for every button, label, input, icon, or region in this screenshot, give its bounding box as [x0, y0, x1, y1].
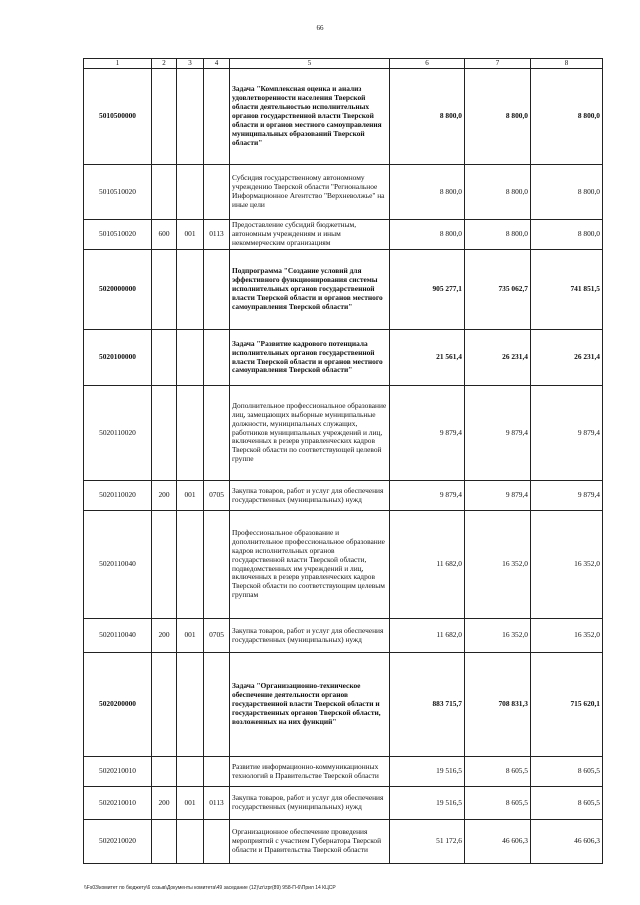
- row-value-col6: 19 516,5: [390, 787, 465, 820]
- row-value-col6: 8 800,0: [390, 165, 465, 220]
- row-expense-type: [152, 69, 177, 165]
- row-section-code: 0113: [204, 220, 230, 250]
- footer-file-path: \\Fs03\комитет по бюджету\6 созыв\Документы комитета\49 заседание (12)\zr\zpr(89) 958-П-6\Прил 14 КЦСР: [84, 885, 336, 891]
- row-section-code: [204, 165, 230, 220]
- table-row: [84, 69, 603, 165]
- row-description: Закупка товаров, работ и услуг для обеспечения государственных (муниципальных) нужд: [230, 481, 390, 511]
- row-ministry-code: [177, 330, 204, 386]
- row-code: 5020100000: [84, 330, 152, 386]
- header-row: [84, 59, 603, 69]
- row-value-col8: 8 800,0: [531, 165, 603, 220]
- row-description: Профессиональное образование и дополнительное профессиональное образование кадров исполнительных органов государственной власти Тверской области, подведомственных им учреждений и лиц, включенных в резерв управленческих кадров Тверской области по соответствующим целевым группам: [230, 511, 390, 619]
- row-value-col6: 11 682,0: [390, 619, 465, 653]
- row-expense-type: 200: [152, 481, 177, 511]
- row-ministry-code: [177, 757, 204, 787]
- table-row: [84, 511, 603, 619]
- table-row: [84, 820, 603, 864]
- row-value-col7: 8 605,5: [465, 787, 531, 820]
- row-section-code: [204, 820, 230, 864]
- row-value-col7: 9 879,4: [465, 481, 531, 511]
- row-description: Закупка товаров, работ и услуг для обеспечения государственных (муниципальных) нужд: [230, 787, 390, 820]
- row-expense-type: [152, 250, 177, 330]
- table-row: [84, 220, 603, 250]
- column-header-2: 2: [152, 59, 177, 69]
- row-description: Предоставление субсидий бюджетным, автономным учреждениям и иным некоммерческим организациям: [230, 220, 390, 250]
- table-row: [84, 250, 603, 330]
- row-code: 5020110020: [84, 386, 152, 481]
- row-description: Дополнительное профессиональное образование лиц, замещающих выборные муниципальные должности, муниципальных служащих, работников муниципальных учреждений и лиц, включенных в резерв управленческих кадров Тверской области по соответствующей целевой группе: [230, 386, 390, 481]
- row-expense-type: [152, 386, 177, 481]
- page-number: 66: [316, 24, 324, 32]
- row-value-col8: 8 605,5: [531, 787, 603, 820]
- row-ministry-code: [177, 69, 204, 165]
- row-value-col8: 16 352,0: [531, 619, 603, 653]
- table-row: [84, 481, 603, 511]
- row-value-col6: 19 516,5: [390, 757, 465, 787]
- row-section-code: [204, 330, 230, 386]
- row-value-col7: 708 831,3: [465, 653, 531, 757]
- row-code: 5020110020: [84, 481, 152, 511]
- row-expense-type: [152, 757, 177, 787]
- row-ministry-code: 001: [177, 787, 204, 820]
- column-header-4: 4: [204, 59, 230, 69]
- row-value-col7: 8 605,5: [465, 757, 531, 787]
- row-description: Закупка товаров, работ и услуг для обеспечения государственных (муниципальных) нужд: [230, 619, 390, 653]
- table-row: [84, 386, 603, 481]
- row-value-col6: 9 879,4: [390, 386, 465, 481]
- row-value-col7: 26 231,4: [465, 330, 531, 386]
- row-value-col7: 16 352,0: [465, 619, 531, 653]
- row-code: 5020000000: [84, 250, 152, 330]
- row-code: 5020210010: [84, 787, 152, 820]
- table-row: [84, 165, 603, 220]
- row-value-col7: 9 879,4: [465, 386, 531, 481]
- row-expense-type: [152, 820, 177, 864]
- row-expense-type: 200: [152, 787, 177, 820]
- row-section-code: [204, 757, 230, 787]
- row-section-code: [204, 69, 230, 165]
- row-value-col6: 51 172,6: [390, 820, 465, 864]
- row-ministry-code: [177, 250, 204, 330]
- row-value-col6: 9 879,4: [390, 481, 465, 511]
- row-section-code: 0113: [204, 787, 230, 820]
- row-value-col7: 46 606,3: [465, 820, 531, 864]
- row-code: 5020200000: [84, 653, 152, 757]
- row-value-col8: 16 352,0: [531, 511, 603, 619]
- row-description: Задача "Развитие кадрового потенциала исполнительных органов государственной власти Тверской области и органов местного самоуправления Тверской области": [230, 330, 390, 386]
- table-row: [84, 619, 603, 653]
- row-ministry-code: [177, 165, 204, 220]
- row-ministry-code: 001: [177, 220, 204, 250]
- row-value-col8: 715 620,1: [531, 653, 603, 757]
- row-code: 5020210020: [84, 820, 152, 864]
- column-header-8: 8: [531, 59, 603, 69]
- row-value-col6: 883 715,7: [390, 653, 465, 757]
- row-description: Организационное обеспечение проведения мероприятий с участием Губернатора Тверской области и Правительства Тверской области: [230, 820, 390, 864]
- row-value-col7: 8 800,0: [465, 220, 531, 250]
- column-header-5: 5: [230, 59, 390, 69]
- row-description: Субсидия государственному автономному учреждению Тверской области "Региональное Информационное Агентство "Верхневолжье" на иные цели: [230, 165, 390, 220]
- table-row: [84, 653, 603, 757]
- row-expense-type: [152, 330, 177, 386]
- row-value-col6: 11 682,0: [390, 511, 465, 619]
- column-header-3: 3: [177, 59, 204, 69]
- row-value-col8: 9 879,4: [531, 481, 603, 511]
- row-code: 5010510020: [84, 165, 152, 220]
- row-value-col8: 8 800,0: [531, 69, 603, 165]
- row-value-col8: 26 231,4: [531, 330, 603, 386]
- row-ministry-code: [177, 653, 204, 757]
- row-expense-type: [152, 165, 177, 220]
- row-section-code: 0705: [204, 619, 230, 653]
- row-code: 5020110040: [84, 511, 152, 619]
- row-description: Развитие информационно-коммуникационных технологий в Правительстве Тверской области: [230, 757, 390, 787]
- row-value-col7: 735 062,7: [465, 250, 531, 330]
- row-section-code: [204, 250, 230, 330]
- row-ministry-code: 001: [177, 619, 204, 653]
- column-header-7: 7: [465, 59, 531, 69]
- row-ministry-code: [177, 511, 204, 619]
- row-description: Задача "Организационно-техническое обеспечение деятельности органов государственной власти Тверской области и государственных органов Тверской области, возложенных на них функций": [230, 653, 390, 757]
- row-expense-type: [152, 653, 177, 757]
- row-value-col8: 8 605,5: [531, 757, 603, 787]
- row-ministry-code: [177, 820, 204, 864]
- row-value-col7: 8 800,0: [465, 69, 531, 165]
- row-section-code: [204, 511, 230, 619]
- row-value-col8: 9 879,4: [531, 386, 603, 481]
- row-description: Задача "Комплексная оценка и анализ удовлетворенности населения Тверской области деятельностью исполнительных органов государственной власти Тверской области и органов местного самоуправления муниципальных образований Тверской области": [230, 69, 390, 165]
- budget-table: [83, 58, 603, 864]
- row-value-col6: 21 561,4: [390, 330, 465, 386]
- row-description: Подпрограмма "Создание условий для эффективного функционирования системы исполнительных органов государственной власти Тверской области и органов местного самоуправления Тверской области": [230, 250, 390, 330]
- row-value-col6: 8 800,0: [390, 220, 465, 250]
- row-code: 5020210010: [84, 757, 152, 787]
- row-expense-type: 200: [152, 619, 177, 653]
- table-row: [84, 330, 603, 386]
- row-code: 5020110040: [84, 619, 152, 653]
- row-value-col8: 741 851,5: [531, 250, 603, 330]
- row-section-code: 0705: [204, 481, 230, 511]
- table-row: [84, 787, 603, 820]
- row-ministry-code: [177, 386, 204, 481]
- table-row: [84, 757, 603, 787]
- row-code: 5010510020: [84, 220, 152, 250]
- row-value-col6: 8 800,0: [390, 69, 465, 165]
- row-ministry-code: 001: [177, 481, 204, 511]
- row-section-code: [204, 653, 230, 757]
- row-value-col7: 8 800,0: [465, 165, 531, 220]
- row-code: 5010500000: [84, 69, 152, 165]
- column-header-6: 6: [390, 59, 465, 69]
- row-expense-type: 600: [152, 220, 177, 250]
- row-expense-type: [152, 511, 177, 619]
- column-header-1: 1: [84, 59, 152, 69]
- row-value-col7: 16 352,0: [465, 511, 531, 619]
- row-value-col8: 46 606,3: [531, 820, 603, 864]
- row-value-col8: 8 800,0: [531, 220, 603, 250]
- row-value-col6: 905 277,1: [390, 250, 465, 330]
- row-section-code: [204, 386, 230, 481]
